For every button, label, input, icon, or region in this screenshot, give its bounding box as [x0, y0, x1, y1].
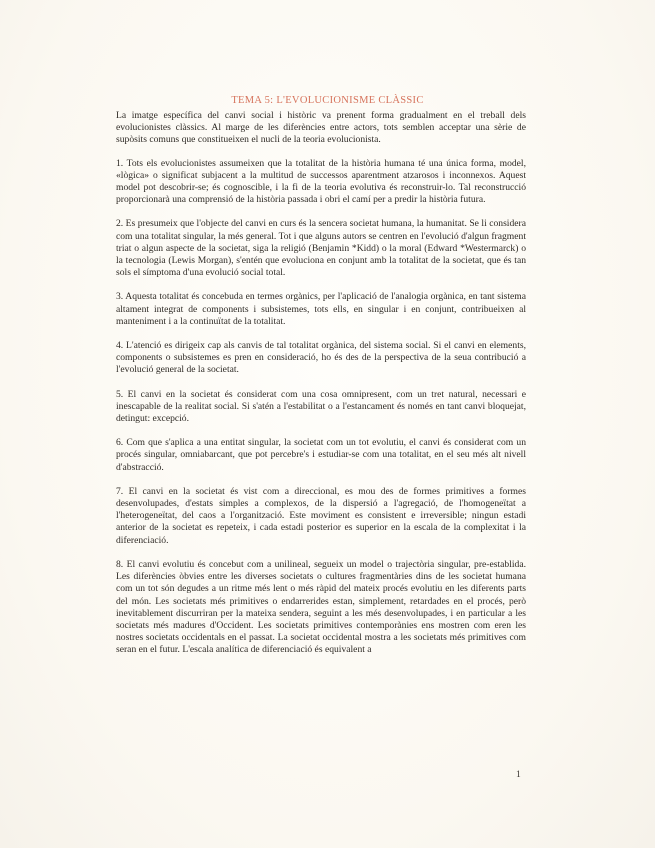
paragraph-7: 7. El canvi en la societat és vist com a direccional, es mou des de formes primitives a formes desenvolupades, d'estats simples a complexos, de la dispersió a l'agregació, de l'homogeneïtat a l'heterogeneïtat, del caos a l'organització. Este moviment es consistent e irreversible; ningun estadi anterior de la societat es repeteix, i cada estadi posterior es superior en la escala de la complexitat i la diferenciació.: [116, 485, 526, 546]
page-number: 1: [516, 770, 521, 780]
paragraph-3: 3. Aquesta totalitat és concebuda en termes orgànics, per l'aplicació de l'analogia orgànica, en tant sistema altament integrat de components i subsistemes, tots ells, en singular i en conjunt, contribueixen al manteniment i a la continuïtat de la totalitat.: [116, 291, 526, 327]
paragraph-4: 4. L'atenció es dirigeix cap als canvis de tal totalitat orgànica, del sistema social. Si el canvi en elements, components o subsistemes es pren en consideració, ho és des de la perspectiva de la seua contribució a l'evolució general de la societat.: [116, 340, 526, 376]
document-body: [116, 110, 526, 669]
document-title: TEMA 5: L'EVOLUCIONISME CLÀSSIC: [231, 95, 424, 107]
intro-paragraph: La imatge específica del canvi social i històric va prenent forma gradualment en el treball dels evolucionistes clàssics. Al marge de les diferències entre actors, tots semblen acceptar una sèrie de supòsits comuns que constitueixen el nucli de la teoria evolucionista.: [116, 110, 526, 146]
paragraph-6: 6. Com que s'aplica a una entitat singular, la societat com un tot evolutiu, el canvi és considerat com un procés singular, omniabarcant, que pot percebre's i estudiar-se com una totalitat, en el seu més alt nivell d'abstracció.: [116, 437, 526, 473]
paragraph-5: 5. El canvi en la societat és considerat com una cosa omnipresent, com un tret natural, necessari e inescapable de la realitat social. Si s'atén a l'estabilitat o a l'estancament és només en tant canvi bloquejat, detingut: excepció.: [116, 388, 526, 425]
paragraph-2: 2. Es presumeix que l'objecte del canvi en curs és la sencera societat humana, la humanitat. Se li considera com una totalitat singular, la més general. Tot i que alguns autors se centren en l'evolució d'algun fragment triat o algun aspecte de la societat, siga la religió (Benjamin *Kidd) o la moral (Edward *Westermarck) o la tecnologia (Lewis Morgan), s'entén que evoluciona en conjunt amb la totalitat de la societat, que és tan sols el símptoma d'una evolució social total.: [116, 218, 526, 279]
paragraph-8: 8. El canvi evolutiu és concebut com a unilineal, segueix un model o trajectòria singular, pre-establida. Les diferències òbvies entre les diverses societats o cultures fragmentàries dins de les societat humana com un tot són degudes a un ritme més lent o més ràpid del mateix procés evolutiu en les diferents parts del món. Les societats més primitives o endarrerides estan, simplement, retardades en el procés, però inevitablement discurriran per la mateixa sendera, seguint a les més desenvolupades, i en particular a les societats més madures d'Occident. Les societats primitives contemporànies ens mostren com eren les nostres societats occidentals en el passat. La societat occidental mostra a les societats més primitives com seran en el futur. L'escala analítica de diferenciació és equivalent a: [116, 558, 526, 656]
paragraph-1: 1. Tots els evolucionistes assumeixen que la totalitat de la història humana té una única forma, model, «lògica» o significat subjacent a la multitud de successos aparentment atzarosos i inconnexos. Aquest model pot descobrir-se; és cognoscible, i la fi de la teoria evolutiva és reconstruir-lo. Tal reconstrucció proporcionarà una comprensió de la història passada i obri el camí per a predir la història futura.: [116, 157, 526, 206]
